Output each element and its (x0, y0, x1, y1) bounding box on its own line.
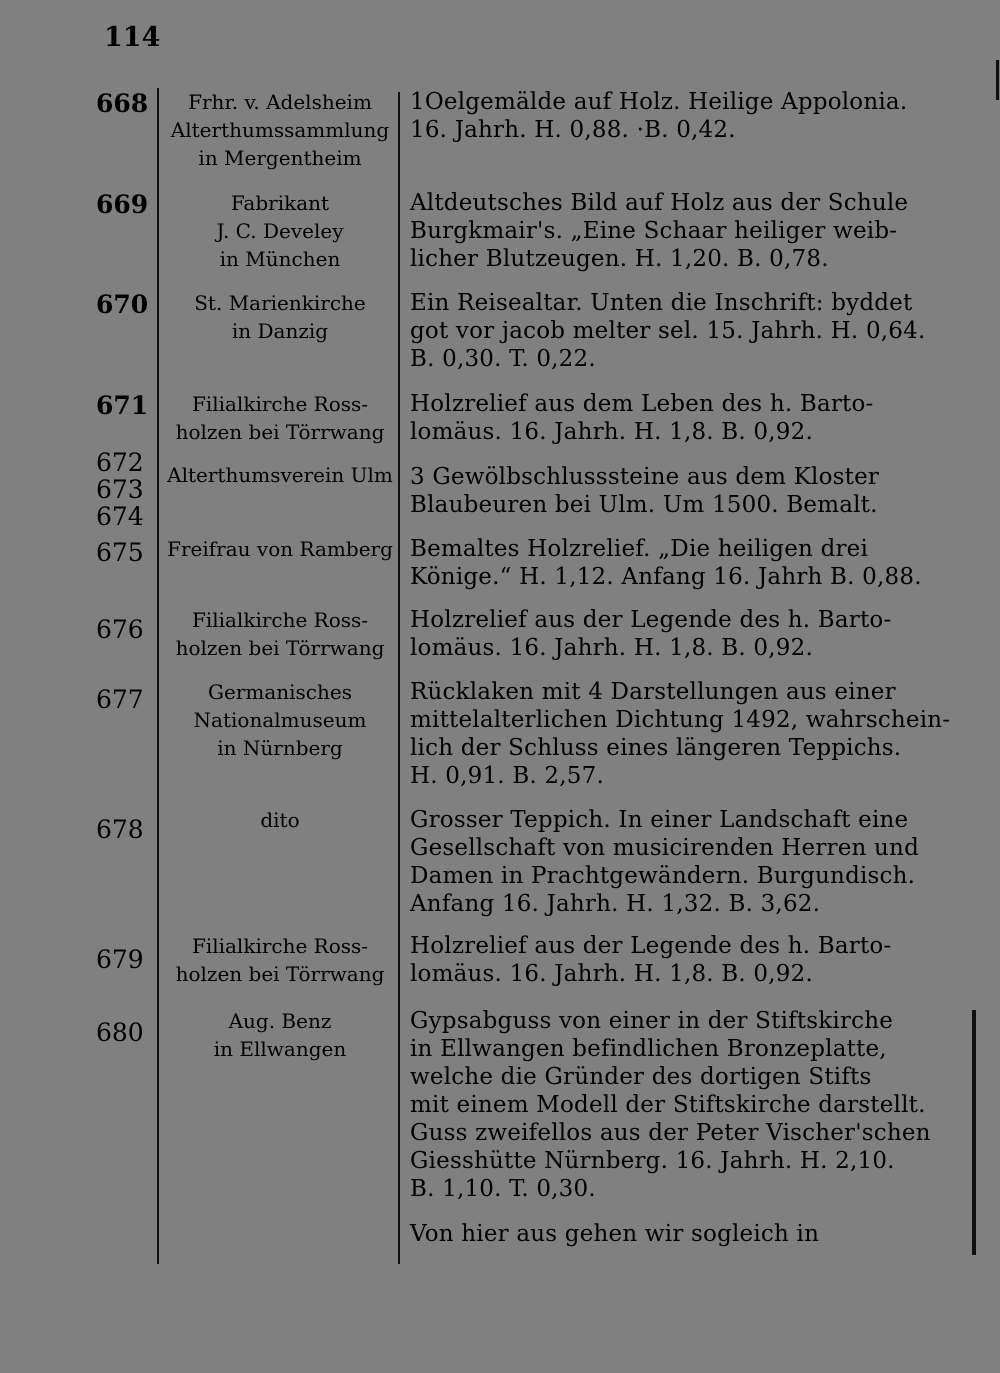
entry-description: 1Oelgemälde auf Holz. Heilige Appolonia. 16. Jahrh. H. 0,88. ·B. 0,42. (410, 89, 908, 143)
page-number: 114 (104, 22, 161, 53)
closing-line: Von hier aus gehen wir sogleich in (410, 1221, 820, 1247)
entry-owner: Germanisches Nationalmuseum in Nürnberg (193, 680, 367, 760)
entry-number: 669 (96, 190, 149, 219)
entry-owner: Alterthumsverein Ulm (167, 463, 393, 487)
entry-description: Altdeutsches Bild auf Holz aus der Schule Burgkmair's. „Eine Schaar heiliger weib- licher Blutzeugen. H. 1,20. B. 0,78. (410, 190, 909, 272)
entry-description: Holzrelief aus der Legende des h. Barto- lomäus. 16. Jahrh. H. 1,8. B. 0,92. (410, 607, 892, 661)
entry-description: Grosser Teppich. In einer Landschaft eine Gesellschaft von musicirenden Herren und Damen in Prachtgewändern. Burgundisch. Anfang 16. Jahrh. H. 1,32. B. 3,62. (410, 807, 919, 917)
entry-description: 3 Gewölbschlusssteine aus dem Kloster Blaubeuren bei Ulm. Um 1500. Bemalt. (410, 464, 880, 518)
entry-number: 680 (96, 1018, 144, 1047)
entry-owner: Frhr. v. Adelsheim Alterthumssammlung in Mergentheim (170, 90, 390, 170)
entry-number: 679 (96, 945, 144, 974)
entry-owner: dito (260, 808, 300, 832)
entry-number: 672 673 674 (96, 448, 144, 531)
entry-number: 668 (96, 89, 149, 118)
entry-number: 675 (96, 538, 144, 567)
page-edge-mark-bottom (972, 1010, 976, 1255)
entry-description: Rücklaken mit 4 Darstellungen aus einer mittelalterlichen Dichtung 1492, wahrschein- lich der Schluss eines längeren Teppichs. H. 0,91. B. 2,57. (410, 679, 951, 789)
entry-description: Holzrelief aus dem Leben des h. Barto- lomäus. 16. Jahrh. H. 1,8. B. 0,92. (410, 391, 874, 445)
entry-owner: Aug. Benz in Ellwangen (213, 1009, 347, 1061)
entry-number: 676 (96, 615, 144, 644)
entry-number: 670 (96, 290, 149, 319)
entry-description: Ein Reisealtar. Unten die Inschrift: byddet got vor jacob melter sel. 15. Jahrh. H. 0,64. B. 0,30. T. 0,22. (410, 290, 926, 372)
entry-description: Holzrelief aus der Legende des h. Barto- lomäus. 16. Jahrh. H. 1,8. B. 0,92. (410, 933, 892, 987)
entry-owner: Fabrikant J. C. Develey in München (216, 191, 344, 271)
entry-owner: St. Marienkirche in Danzig (194, 291, 366, 343)
column-rule-left (157, 88, 159, 1264)
entry-owner: Freifrau von Ramberg (167, 537, 393, 561)
entry-owner: Filialkirche Ross- holzen bei Törrwang (175, 934, 385, 986)
entry-number: 671 (96, 391, 149, 420)
entry-number: 677 (96, 685, 144, 714)
entry-number: 678 (96, 815, 144, 844)
entry-description: Gypsabguss von einer in der Stiftskirche in Ellwangen befindlichen Bronzeplatte, welche die Gründer des dortigen Stifts mit einem Modell der Stiftskirche darstellt. Guss zweifellos aus der Peter Vischer'schen Giesshütte Nürnberg. 16. Jahrh. H. 2,10. B. 1,10. T. 0,30. (410, 1008, 931, 1202)
entry-description: Bemaltes Holzrelief. „Die heiligen drei Könige.“ H. 1,12. Anfang 16. Jahrh B. 0,88. (410, 536, 922, 590)
column-rule-right (398, 92, 400, 1264)
entry-owner: Filialkirche Ross- holzen bei Törrwang (175, 392, 385, 444)
entry-owner: Filialkirche Ross- holzen bei Törrwang (175, 608, 385, 660)
page-edge-mark-top (996, 60, 999, 100)
